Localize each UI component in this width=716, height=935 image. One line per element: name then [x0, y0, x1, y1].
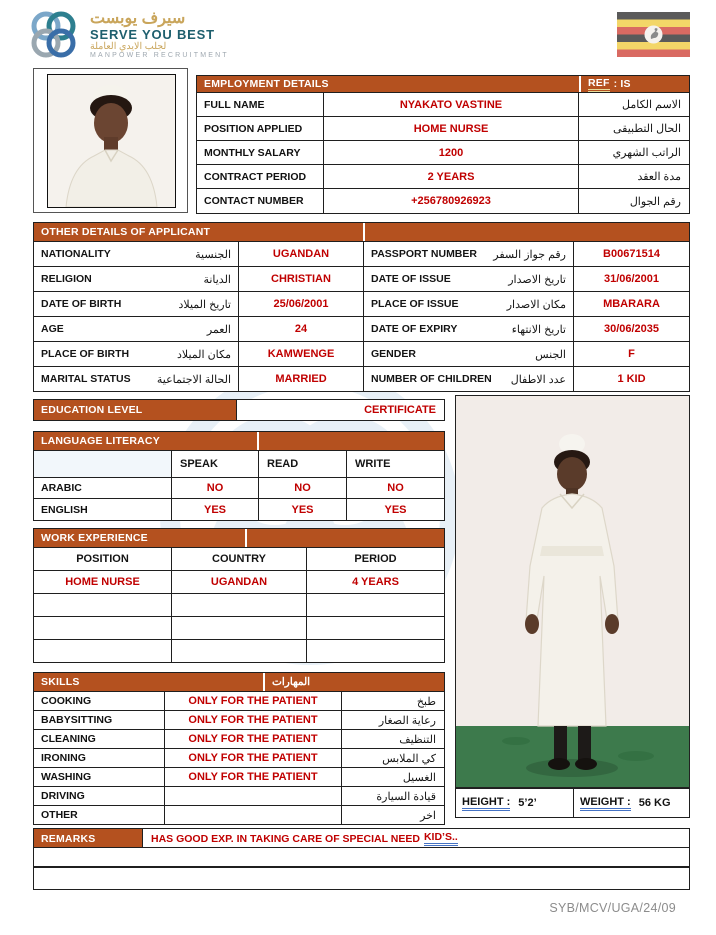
work-row-period: [306, 640, 444, 662]
work-row-position: [34, 594, 171, 616]
driving-label: DRIVING: [41, 790, 85, 802]
language-literacy-title-spacer: [257, 432, 444, 450]
ref-value: : IS: [613, 78, 631, 90]
date-of-birth-value: 25/06/2001: [238, 292, 363, 316]
weight-cell: [573, 789, 689, 817]
ironing-label: IRONING: [41, 752, 86, 764]
language-blank-header: [34, 451, 171, 477]
weight-label: WEIGHT :: [580, 796, 631, 811]
marital-status-value: MARRIED: [238, 367, 363, 391]
other-details-title: OTHER DETAILS OF APPLICANT: [34, 223, 363, 241]
date-of-issue-label: DATE OF ISSUE: [371, 273, 451, 285]
cleaning-label: CLEANING: [41, 733, 96, 745]
applicant-headshot-photo: [47, 74, 176, 208]
nationality-value: UGANDAN: [238, 242, 363, 266]
language-literacy-table: [33, 431, 445, 521]
education-level-title: EDUCATION LEVEL: [34, 400, 236, 420]
english-write-value: YES: [346, 499, 444, 520]
other-details-title-spacer: [363, 223, 689, 241]
work-row-position: HOME NURSE: [65, 576, 140, 588]
remarks-title: REMARKS: [34, 829, 142, 848]
ref-label: REF: [588, 77, 610, 92]
religion-value: CHRISTIAN: [238, 267, 363, 291]
monthly-salary-label: MONTHLY SALARY: [204, 146, 301, 159]
position-applied-label: POSITION APPLIED: [204, 122, 303, 135]
monthly-salary-value: 1200: [323, 141, 578, 164]
work-experience-title-spacer: [245, 529, 444, 547]
language-literacy-title: LANGUAGE LITERACY: [34, 432, 257, 450]
contract-period-label: CONTRACT PERIOD: [204, 170, 307, 183]
brand-arabic-name: سيرف يوبست: [90, 10, 186, 28]
work-row-country: UGANDAN: [171, 571, 306, 593]
read-column-header: READ: [258, 451, 346, 477]
work-experience-table: [33, 528, 445, 663]
gender-arabic: الجنس: [535, 348, 566, 361]
height-label: HEIGHT :: [462, 796, 510, 811]
place-of-issue-arabic: مكان الاصدار: [506, 298, 566, 311]
brand-english-tagline: MANPOWER RECRUITMENT: [90, 52, 229, 59]
contact-number-label: CONTACT NUMBER: [204, 195, 304, 207]
place-of-birth-arabic: مكان الميلاد: [176, 348, 231, 361]
work-row-country: [171, 594, 306, 616]
full-name-arabic: الاسم الكامل: [578, 93, 689, 116]
passport-number-value: B00671514: [573, 242, 689, 266]
brand-header: [24, 6, 274, 64]
babysitting-label: BABYSITTING: [41, 714, 113, 726]
education-level-value: CERTIFICATE: [236, 400, 444, 420]
work-row-country: [171, 617, 306, 639]
position-applied-value: HOME NURSE: [323, 117, 578, 140]
cooking-value: ONLY FOR THE PATIENT: [164, 692, 341, 710]
applicant-fullbody-photo: [455, 395, 690, 788]
cooking-label: COOKING: [41, 695, 92, 707]
weight-value: 56 KG: [638, 797, 671, 809]
height-value: 5’2’: [518, 797, 537, 809]
remarks-empty-row: [33, 867, 690, 890]
remarks-empty-row: [33, 847, 690, 867]
washing-arabic: الغسيل: [341, 768, 444, 786]
place-of-birth-value: KAMWENGE: [238, 342, 363, 366]
english-speak-value: YES: [171, 499, 258, 520]
marital-status-arabic: الحالة الاجتماعية: [156, 373, 231, 386]
employment-ref: [579, 76, 689, 92]
country-column-header: COUNTRY: [171, 548, 306, 570]
brand-arabic-tagline: لجلب الايدي العاملة: [90, 40, 167, 52]
place-of-issue-value: MBARARA: [573, 292, 689, 316]
height-cell: [456, 789, 573, 817]
monthly-salary-arabic: الراتب الشهري: [578, 141, 689, 164]
date-of-issue-arabic: تاريخ الاصدار: [508, 273, 566, 286]
cooking-arabic: طبخ: [341, 692, 444, 710]
company-logo-icon: [24, 7, 82, 63]
gender-label: GENDER: [371, 348, 416, 360]
arabic-language-label: ARABIC: [41, 482, 82, 494]
date-of-expiry-label: DATE OF EXPIRY: [371, 323, 458, 335]
brand-english-name: SERVE YOU BEST: [90, 26, 215, 42]
position-applied-arabic: الحال التطبيقى: [578, 117, 689, 140]
cleaning-arabic: التنظيف: [341, 730, 444, 748]
education-level-row: [33, 399, 445, 421]
date-of-birth-label: DATE OF BIRTH: [41, 298, 122, 310]
date-of-expiry-value: 30/06/2035: [573, 317, 689, 341]
position-column-header: POSITION: [76, 553, 129, 565]
remarks-text: [142, 829, 689, 848]
contact-number-value: +256780926923: [323, 189, 578, 213]
driving-value: [164, 787, 341, 805]
date-of-expiry-arabic: تاريخ الانتهاء: [511, 323, 566, 336]
other-skill-label: OTHER: [41, 809, 78, 821]
washing-value: ONLY FOR THE PATIENT: [164, 768, 341, 786]
nationality-label: NATIONALITY: [41, 248, 111, 260]
religion-label: RELIGION: [41, 273, 92, 285]
number-of-children-value: 1 KID: [573, 367, 689, 391]
document-reference-code: SYB/MCV/UGA/24/09: [549, 901, 676, 915]
employment-details-title: EMPLOYMENT DETAILS: [197, 76, 579, 92]
skills-table: [33, 672, 445, 825]
skills-title: SKILLS: [34, 673, 263, 691]
arabic-write-value: NO: [346, 478, 444, 498]
arabic-speak-value: NO: [171, 478, 258, 498]
nationality-arabic: الجنسية: [195, 248, 231, 261]
english-language-label: ENGLISH: [41, 503, 88, 516]
skills-title-arabic: المهارات: [263, 673, 444, 691]
work-row-position: [34, 640, 171, 662]
babysitting-arabic: رعاية الصغار: [341, 711, 444, 729]
period-column-header: PERIOD: [306, 548, 444, 570]
full-name-label: FULL NAME: [204, 98, 265, 111]
work-row-period: [306, 594, 444, 616]
arabic-read-value: NO: [258, 478, 346, 498]
place-of-birth-label: PLACE OF BIRTH: [41, 348, 130, 360]
contract-period-arabic: مدة العقد: [578, 165, 689, 188]
write-column-header: WRITE: [346, 451, 444, 477]
other-details-table: [33, 222, 690, 392]
age-value: 24: [238, 317, 363, 341]
religion-arabic: الديانة: [203, 273, 231, 286]
age-arabic: العمر: [206, 323, 231, 336]
marital-status-label: MARITAL STATUS: [41, 373, 131, 385]
employment-details-table: [196, 75, 690, 214]
work-row-period: [306, 617, 444, 639]
ironing-value: ONLY FOR THE PATIENT: [164, 749, 341, 767]
speak-column-header: SPEAK: [171, 451, 258, 477]
date-of-issue-value: 31/06/2001: [573, 267, 689, 291]
remarks-text-main: HAS GOOD EXP. IN TAKING CARE OF SPECIAL NEED: [151, 832, 420, 845]
applicant-headshot-frame: [33, 68, 188, 213]
work-row-country: [171, 640, 306, 662]
cleaning-value: ONLY FOR THE PATIENT: [164, 730, 341, 748]
passport-number-arabic: رقم جواز السفر: [493, 248, 566, 261]
remarks-text-underlined: KID’S..: [424, 831, 458, 846]
washing-label: WASHING: [41, 771, 92, 783]
remarks-row: [33, 828, 690, 849]
full-name-value: NYAKATO VASTINE: [323, 93, 578, 116]
passport-number-label: PASSPORT NUMBER: [371, 248, 477, 260]
place-of-issue-label: PLACE OF ISSUE: [371, 298, 459, 310]
work-experience-title: WORK EXPERIENCE: [34, 529, 245, 547]
number-of-children-label: NUMBER OF CHILDREN: [371, 373, 492, 385]
number-of-children-arabic: عدد الاطفال: [510, 373, 566, 386]
physique-row: [455, 788, 690, 818]
english-read-value: YES: [258, 499, 346, 520]
age-label: AGE: [41, 323, 64, 335]
other-skill-value: [164, 806, 341, 824]
gender-value: F: [573, 342, 689, 366]
date-of-birth-arabic: تاريخ الميلاد: [178, 298, 231, 311]
contract-period-value: 2 YEARS: [323, 165, 578, 188]
driving-arabic: قيادة السيارة: [341, 787, 444, 805]
work-row-position: [34, 617, 171, 639]
ironing-arabic: كي الملابس: [341, 749, 444, 767]
work-row-period: 4 YEARS: [306, 571, 444, 593]
babysitting-value: ONLY FOR THE PATIENT: [164, 711, 341, 729]
other-skill-arabic: اخر: [341, 806, 444, 824]
contact-number-arabic: رقم الجوال: [578, 189, 689, 213]
uganda-flag-icon: [617, 12, 690, 57]
